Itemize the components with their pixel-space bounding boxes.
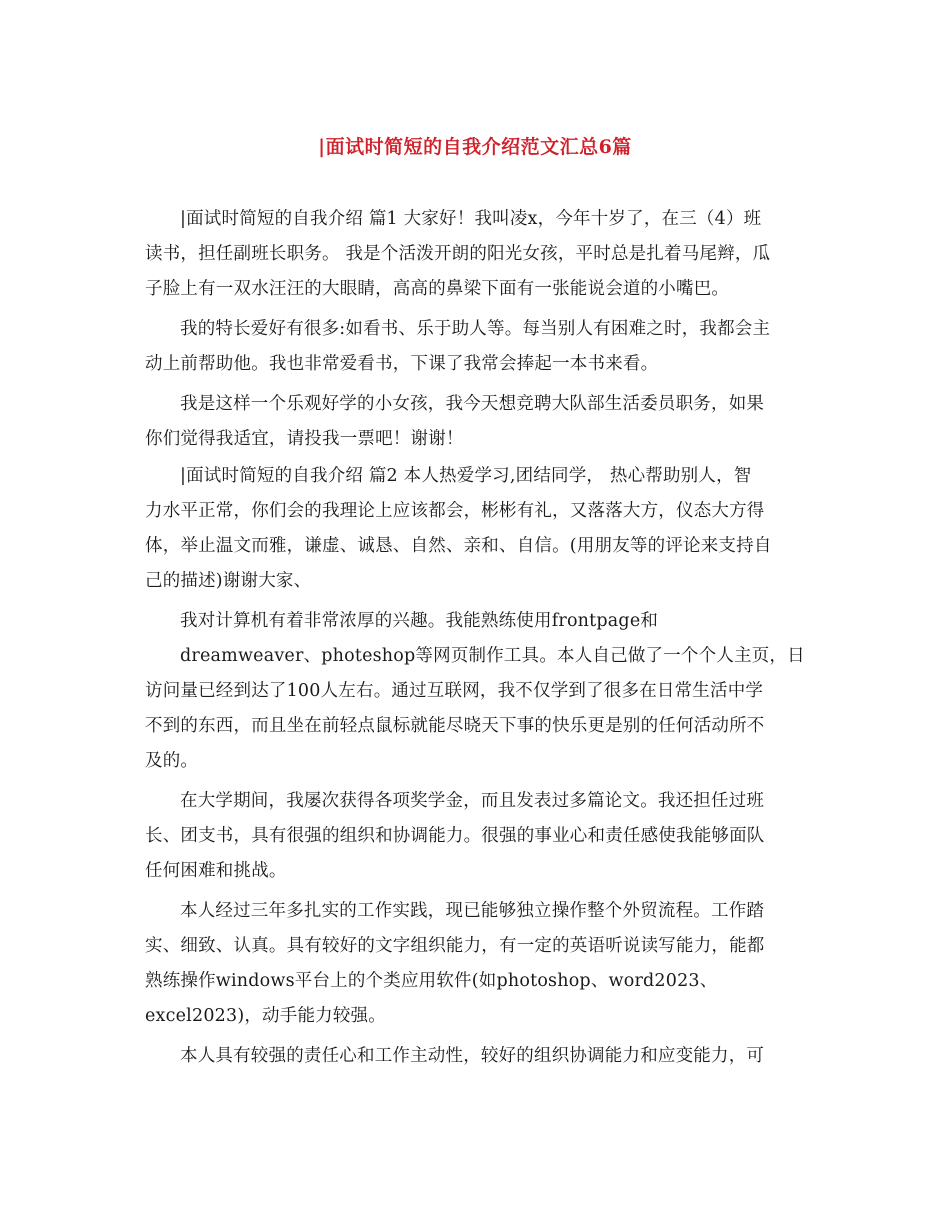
- paragraph-line: 己的描述)谢谢大家、: [145, 571, 312, 591]
- paragraph-line: |面试时简短的自我介绍 篇1 大家好！我叫凌x，今年十岁了，在三（4）班: [180, 209, 762, 229]
- paragraph-line: |面试时简短的自我介绍 篇2 本人热爱学习,团结同学， 热心帮助别人，智: [180, 466, 752, 486]
- paragraph-line: 实、细致、认真。具有较好的文字组织能力，有一定的英语听说读写能力，能都: [145, 936, 765, 956]
- paragraph-line: 子脸上有一双水汪汪的大眼睛，高高的鼻梁下面有一张能说会道的小嘴巴。: [145, 279, 730, 299]
- paragraph-line: 我的特长爱好有很多:如看书、乐于助人等。每当别人有困难之时，我都会主: [180, 319, 771, 339]
- paragraph-line: excel2023)，动手能力较强。: [145, 1006, 386, 1026]
- paragraph-line: 本人具有较强的责任心和工作主动性，较好的组织协调能力和应变能力，可: [180, 1046, 765, 1066]
- paragraph-line: 读书，担任副班长职务。 我是个活泼开朗的阳光女孩，平时总是扎着马尾辫，瓜: [145, 244, 771, 264]
- paragraph-line: 长、团支书，具有很强的组织和协调能力。很强的事业心和责任感使我能够面队: [145, 826, 765, 846]
- paragraph-line: 任何困难和挑战。: [145, 861, 287, 881]
- paragraph-line: 访问量已经到达了100人左右。通过互联网，我不仅学到了很多在日常生活中学: [145, 681, 764, 701]
- paragraph-line: 动上前帮助他。我也非常爱看书，下课了我常会捧起一本书来看。: [145, 354, 659, 374]
- paragraph-line: 我是这样一个乐观好学的小女孩，我今天想竞聘大队部生活委员职务，如果: [180, 394, 765, 414]
- paragraph-line: 熟练操作windows平台上的个类应用软件(如photoshop、word2023、: [145, 971, 718, 991]
- paragraph-line: 在大学期间，我屡次获得各项奖学金，而且发表过多篇论文。我还担任过班: [180, 791, 765, 811]
- paragraph-line: 不到的东西，而且坐在前轻点鼠标就能尽晓天下事的快乐更是别的任何活动所不: [145, 716, 765, 736]
- paragraph-line: 你们觉得我适宜，请投我一票吧！谢谢！: [145, 429, 464, 449]
- paragraph-line: 本人经过三年多扎实的工作实践，现已能够独立操作整个外贸流程。工作踏: [180, 901, 765, 921]
- paragraph-line: dreamweaver、photeshop等网页制作工具。本人自己做了一个个人主页，日: [180, 646, 805, 666]
- paragraph-line: 力水平正常，你们会的我理论上应该都会，彬彬有礼，又落落大方，仪态大方得: [145, 501, 765, 521]
- paragraph-line: 及的。: [145, 751, 199, 771]
- paragraph-line: 我对计算机有着非常浓厚的兴趣。我能熟练使用frontpage和: [180, 611, 659, 631]
- paragraph-line: 体，举止温文而雅，谦虚、诚恳、自然、亲和、自信。(用朋友等的评论来支持自: [145, 536, 772, 556]
- document-title: |面试时简短的自我介绍范文汇总6篇: [318, 136, 632, 158]
